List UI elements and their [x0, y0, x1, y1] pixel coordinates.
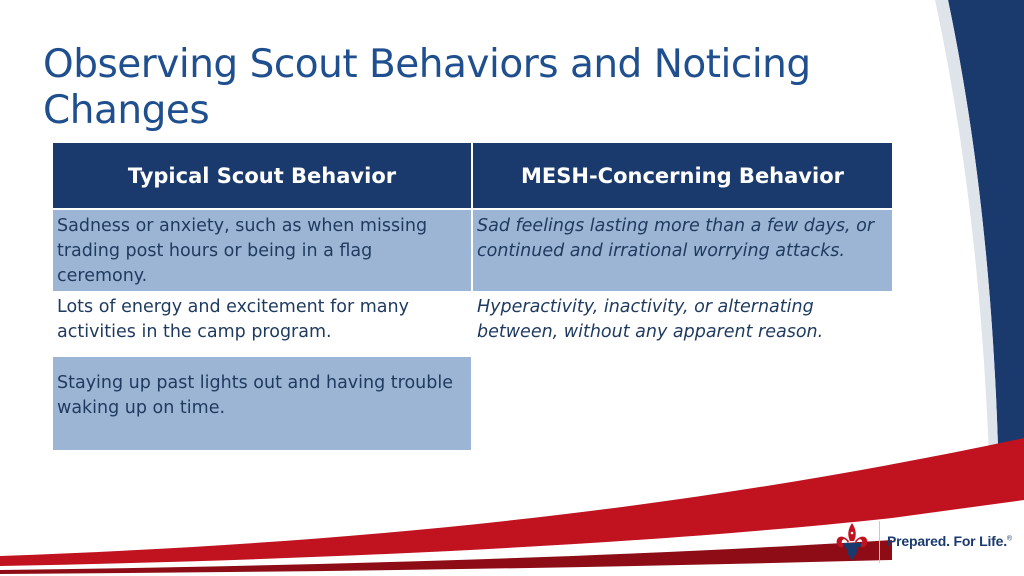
table-header-row [53, 143, 892, 209]
header-concerning-behavior: MESH-Concerning Behavior [472, 143, 892, 209]
tagline [887, 533, 1012, 549]
typical-behavior-cell: Staying up past lights out and having trouble waking up on time. [53, 357, 472, 450]
header-typical-behavior: Typical Scout Behavior [53, 143, 472, 209]
fleur-de-lis-icon [834, 521, 870, 563]
typical-behavior-cell: Lots of energy and excitement for many activities in the camp program. [53, 291, 472, 357]
logo-divider [879, 521, 880, 563]
table-row [53, 209, 892, 291]
footer-logo [834, 519, 1014, 567]
trademark-symbol: ® [1006, 535, 1012, 543]
table-row [53, 291, 892, 357]
typical-behavior-cell: Sadness or anxiety, such as when missing trading post hours or being in a flag ceremony. [53, 209, 472, 291]
table-row [53, 357, 892, 450]
concerning-behavior-cell [472, 357, 892, 450]
tagline-text: Prepared. For Life. [887, 533, 1007, 549]
concerning-behavior-cell: Hyperactivity, inactivity, or alternating between, without any apparent reason. [472, 291, 892, 357]
behavior-comparison-table [53, 143, 892, 450]
concerning-behavior-cell: Sad feelings lasting more than a few days, or continued and irrational worrying attacks. [472, 209, 892, 291]
slide-title: Observing Scout Behaviors and Noticing Changes [43, 42, 811, 133]
